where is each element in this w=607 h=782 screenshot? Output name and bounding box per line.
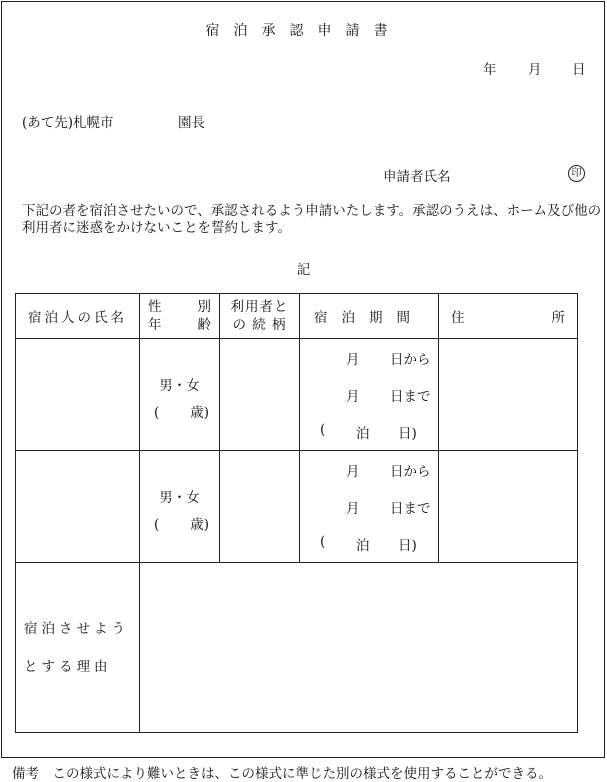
period-from: [300, 339, 438, 376]
to-day: 日まで: [390, 501, 431, 517]
sex-age-field[interactable]: [140, 339, 220, 451]
addressee-suffix: 園長: [178, 115, 205, 131]
sex-choice[interactable]: 男・女: [159, 377, 200, 394]
header-sex: [148, 298, 211, 316]
header-address: [439, 294, 578, 339]
seal-mark: 印: [568, 165, 585, 182]
header-address-char1: 住: [451, 310, 465, 326]
to-month: 月: [346, 389, 360, 405]
nights-label: 泊: [356, 426, 370, 442]
date-year: 年: [483, 62, 497, 78]
guest-name-field[interactable]: [16, 451, 140, 563]
reason-row: [16, 563, 578, 733]
address-field[interactable]: [439, 339, 578, 451]
period-field[interactable]: [300, 339, 439, 451]
header-sex-char1: 性: [148, 299, 162, 315]
ki-heading: 記: [296, 262, 311, 278]
guest-name-field[interactable]: [16, 339, 140, 451]
relation-field[interactable]: [220, 451, 300, 563]
nights-open: (: [320, 534, 326, 550]
lodging-table: [15, 293, 578, 733]
reason-label-line1: 宿泊させよう: [24, 620, 129, 637]
period-field[interactable]: [300, 451, 439, 563]
table-header-row: [16, 294, 578, 339]
relation-field[interactable]: [220, 339, 300, 451]
header-period: 宿泊期間: [300, 294, 439, 339]
nights-close: 日): [398, 426, 417, 442]
from-day: 日から: [390, 352, 431, 368]
reason-label-line2: とする理由: [24, 658, 112, 675]
period-nights: [300, 413, 438, 450]
header-age-char2: 齢: [197, 317, 211, 333]
header-sex-char2: 別: [197, 299, 211, 315]
reason-label: [16, 563, 140, 733]
pledge-text: 下記の者を宿泊させたいので、承認されるよう申請いたします。承認のうえは、ホーム及び他の利用者に迷惑をかけないことを誓約します。: [22, 203, 602, 236]
header-age: [148, 316, 211, 334]
footnote: 備考 この様式により難いときは、この様式に準じた別の様式を使用することができる。: [12, 766, 552, 782]
age-close: 歳): [190, 516, 209, 533]
form-title: 宿泊承認申請書: [205, 23, 402, 39]
age-open: (: [154, 516, 160, 533]
period-from: [300, 451, 438, 488]
from-month: 月: [346, 352, 360, 368]
from-month: 月: [346, 464, 360, 480]
nights-open: (: [320, 422, 326, 438]
age-open: (: [154, 404, 160, 421]
age-field[interactable]: [140, 404, 219, 422]
age-field[interactable]: [140, 516, 219, 534]
period-to: [300, 488, 438, 525]
period-to: [300, 376, 438, 413]
date-day: 日: [572, 62, 586, 78]
guest-row: [16, 339, 578, 451]
sex-choice[interactable]: 男・女: [159, 489, 200, 506]
from-day: 日から: [390, 464, 431, 480]
header-sex-age: [140, 294, 220, 339]
guest-row: [16, 451, 578, 563]
header-guest-name: 宿泊人の氏名: [16, 294, 140, 339]
header-address-char2: 所: [551, 310, 565, 326]
to-month: 月: [346, 501, 360, 517]
period-nights: [300, 525, 438, 562]
header-relation-line2: の 続 柄: [232, 317, 287, 333]
age-close: 歳): [190, 404, 209, 421]
header-relation-line1: 利用者と: [230, 299, 289, 315]
header-age-char1: 年: [148, 317, 162, 333]
reason-field[interactable]: [140, 563, 578, 733]
sex-age-field[interactable]: [140, 451, 220, 563]
header-relation: [220, 294, 300, 339]
nights-close: 日): [398, 538, 417, 554]
date-month: 月: [528, 62, 542, 78]
to-day: 日まで: [390, 389, 431, 405]
applicant-name-label: 申請者氏名: [383, 169, 451, 185]
address-field[interactable]: [439, 451, 578, 563]
addressee-prefix: (あて先)札幌市: [22, 115, 114, 131]
nights-label: 泊: [356, 538, 370, 554]
